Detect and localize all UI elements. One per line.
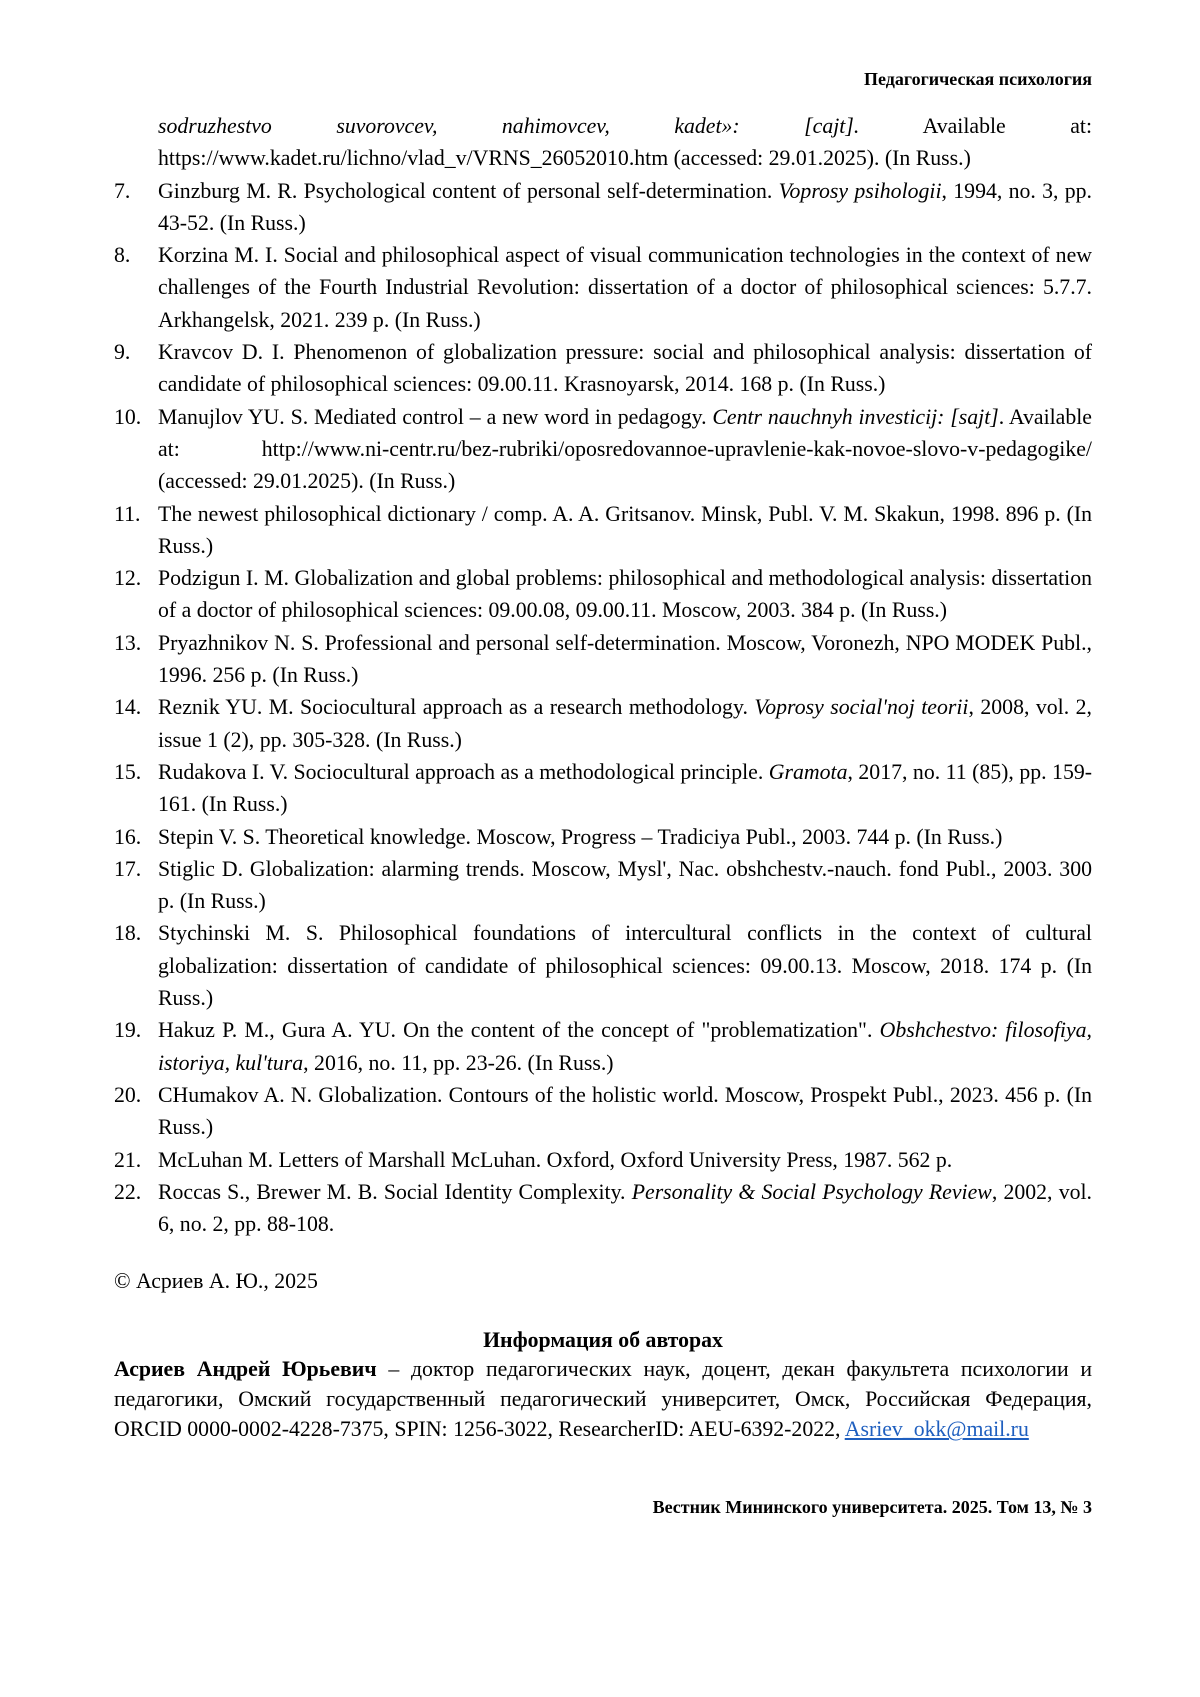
- reference-text: The newest philosophical dictionary / comp. A. A. Gritsanov. Minsk, Publ. V. M. Skakun, 1998. 896 p. (In Russ.): [158, 502, 1092, 558]
- reference-source: Gramota: [769, 760, 848, 784]
- reference-text: Manujlov YU. S. Mediated control – a new word in pedagogy.: [158, 405, 712, 429]
- reference-number: 20.: [114, 1079, 141, 1111]
- reference-item: [114, 691, 1092, 756]
- reference-number: 16.: [114, 821, 141, 853]
- reference-item: [114, 1176, 1092, 1241]
- reference-text: Roccas S., Brewer M. B. Social Identity Complexity.: [158, 1180, 632, 1204]
- author-description: – доктор педагогических наук, доцент, декан факультета психологии и педагогики, Омский государственный педагогический университет, Омск, Российская Федерация, ORCID 0000-0002-4228-7375, SPIN: 1256-3022, ResearcherID: AEU-6392-2022,: [114, 1357, 1092, 1441]
- reference-item: [114, 336, 1092, 401]
- reference-details: . Available at: http://www.ni-centr.ru/bez-rubriki/oposredovannoe-upravlenie-kak-novoe-slovo-v-pedagogike/ (accessed: 29.01.2025). (In Russ.): [158, 405, 1092, 494]
- reference-text: McLuhan M. Letters of Marshall McLuhan. Oxford, Oxford University Press, 1987. 562 p.: [158, 1148, 952, 1172]
- reference-item: [114, 1079, 1092, 1144]
- reference-number: 15.: [114, 756, 141, 788]
- reference-source: sodruzhestvo suvorovcev, nahimovcev, kadet»: [cajt].: [158, 114, 859, 138]
- reference-source: Voprosy psihologii: [779, 179, 942, 203]
- reference-number: 18.: [114, 917, 141, 949]
- reference-source: Obshchestvo: filosofiya, istoriya, kul'tura: [158, 1018, 1092, 1074]
- reference-number: 13.: [114, 627, 141, 659]
- reference-text: Stiglic D. Globalization: alarming trends. Moscow, Mysl', Nac. obshchestv.-nauch. fond Publ., 2003. 300 p. (In Russ.): [158, 857, 1092, 913]
- reference-text: Pryazhnikov N. S. Professional and personal self-determination. Moscow, Voronezh, NPO MODEK Publ., 1996. 256 p. (In Russ.): [158, 631, 1092, 687]
- reference-list: [114, 110, 1092, 1240]
- reference-number: 11.: [114, 498, 140, 530]
- reference-item: [114, 821, 1092, 853]
- reference-details: , 2017, no. 11 (85), pp. 159-161. (In Russ.): [158, 760, 1092, 816]
- reference-source: Voprosy social'noj teorii: [754, 695, 968, 719]
- reference-item: [114, 175, 1092, 240]
- reference-item: [114, 1144, 1092, 1176]
- author-email-link[interactable]: Asriev_okk@mail.ru: [845, 1417, 1029, 1441]
- reference-text: CHumakov A. N. Globalization. Contours of the holistic world. Moscow, Prospekt Publ., 2023. 456 p. (In Russ.): [158, 1083, 1092, 1139]
- reference-text: Kravcov D. I. Phenomenon of globalization pressure: social and philosophical analysis: dissertation of candidate of philosophical sciences: 09.00.11. Krasnoyarsk, 2014. 168 p. (In Russ.): [158, 340, 1092, 396]
- reference-number: 19.: [114, 1014, 141, 1046]
- reference-item: [114, 1014, 1092, 1079]
- reference-details: , 1994, no. 3, pp. 43-52. (In Russ.): [158, 179, 1092, 235]
- reference-item: [114, 498, 1092, 563]
- reference-item: [114, 239, 1092, 336]
- reference-item: [114, 627, 1092, 692]
- running-footer: Вестник Мининского университета. 2025. Том 13, № 3: [114, 1496, 1092, 1518]
- reference-text: Hakuz P. M., Gura A. YU. On the content of the concept of "problematization".: [158, 1018, 880, 1042]
- reference-text: Stychinski M. S. Philosophical foundations of intercultural conflicts in the context of cultural globalization: dissertation of candidate of philosophical sciences: 09.00.13. Moscow, 2018. 174 p. (In Russ.): [158, 921, 1092, 1010]
- reference-item: [114, 756, 1092, 821]
- copyright: © Асриев А. Ю., 2025: [114, 1266, 1092, 1296]
- reference-number: 14.: [114, 691, 141, 723]
- reference-item: [114, 917, 1092, 1014]
- reference-number: 17.: [114, 853, 141, 885]
- reference-text: Korzina M. I. Social and philosophical aspect of visual communication technologies in the context of new challenges of the Fourth Industrial Revolution: dissertation of a doctor of philosophical sciences: 5.7.7. Arkhangelsk, 2021. 239 p. (In Russ.): [158, 243, 1092, 332]
- authors-info-heading: Информация об авторах: [114, 1326, 1092, 1354]
- reference-details: , 2008, vol. 2, issue 1 (2), pp. 305-328. (In Russ.): [158, 695, 1092, 751]
- reference-number: 10.: [114, 401, 141, 433]
- reference-number: 8.: [114, 239, 130, 271]
- reference-details: , 2016, no. 11, pp. 23-26. (In Russ.): [303, 1051, 613, 1075]
- reference-text: Ginzburg M. R. Psychological content of personal self-determination.: [158, 179, 779, 203]
- reference-number: 21.: [114, 1144, 141, 1176]
- reference-details: , 2002, vol. 6, no. 2, pp. 88-108.: [158, 1180, 1092, 1236]
- reference-number: 12.: [114, 562, 141, 594]
- author-name: Асриев Андрей Юрьевич: [114, 1357, 377, 1381]
- page: [0, 0, 1200, 1558]
- reference-item: [114, 401, 1092, 498]
- reference-details: Available at: https://www.kadet.ru/lichno/vlad_v/VRNS_26052010.htm (accessed: 29.01.2025). (In Russ.): [158, 114, 1092, 170]
- reference-number: 22.: [114, 1176, 141, 1208]
- reference-number: 9.: [114, 336, 130, 368]
- reference-text: Podzigun I. M. Globalization and global problems: philosophical and methodological analysis: dissertation of a doctor of philosophical sciences: 09.00.08, 09.00.11. Moscow, 2003. 384 p. (In Russ.): [158, 566, 1092, 622]
- reference-text: Rudakova I. V. Sociocultural approach as a methodological principle.: [158, 760, 769, 784]
- reference-source: Personality & Social Psychology Review: [632, 1180, 992, 1204]
- running-header: Педагогическая психология: [114, 68, 1092, 90]
- author-info: [114, 1354, 1092, 1444]
- reference-number: 7.: [114, 175, 130, 207]
- reference-item: [114, 110, 1092, 175]
- reference-item: [114, 562, 1092, 627]
- reference-text: Stepin V. S. Theoretical knowledge. Moscow, Progress – Tradiciya Publ., 2003. 744 p. (In Russ.): [158, 825, 1002, 849]
- reference-source: Centr nauchnyh investicij: [sajt]: [712, 405, 998, 429]
- reference-item: [114, 853, 1092, 918]
- reference-text: Reznik YU. M. Sociocultural approach as a research methodology.: [158, 695, 754, 719]
